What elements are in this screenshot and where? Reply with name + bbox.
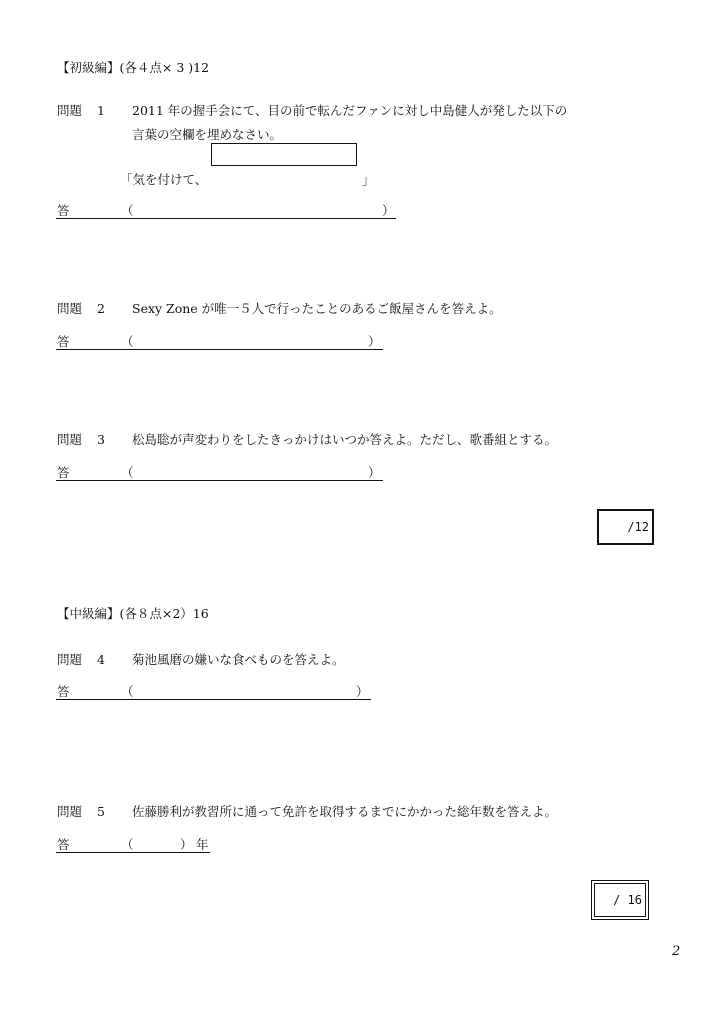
question-text-line2: 言葉の空欄を埋めなさい。 (132, 127, 283, 142)
answer-paren-open: （ (121, 837, 134, 852)
answer-paren-open: （ (121, 465, 134, 480)
question-number: 3 (97, 432, 105, 447)
section-heading-intermediate: 【中級編】(各８点×2）16 (57, 606, 209, 621)
answer-underline (56, 480, 383, 481)
question-number: 1 (97, 103, 105, 118)
answer-paren-close: ） (382, 203, 395, 218)
answer-paren-close: ） (180, 837, 193, 852)
answer-underline (56, 218, 396, 219)
answer-underline (56, 852, 210, 853)
answer-label: 答 (57, 465, 70, 480)
answer-underline (56, 699, 371, 700)
question-text: 2011 年の握手会にて、目の前で転んだファンに対し中島健人が発した以下の (132, 103, 568, 118)
answer-underline (56, 349, 383, 350)
score-text: / 16 (613, 893, 642, 907)
answer-label: 答 (57, 334, 70, 349)
answer-label: 答 (57, 684, 70, 699)
score-text: /12 (627, 520, 649, 534)
answer-label: 答 (57, 837, 70, 852)
score-box-inner (594, 883, 646, 917)
question-text: Sexy Zone が唯一５人で行ったことのあるご飯屋さんを答えよ。 (132, 301, 502, 316)
question-number: 2 (97, 301, 105, 316)
question-number: 4 (97, 652, 105, 667)
question-text: 菊池風磨の嫌いな食べものを答えよ。 (132, 652, 345, 667)
quote-open: 「気を付けて、 (120, 172, 208, 187)
section-heading-beginner: 【初級編】(各４点× 3 )12 (57, 60, 210, 75)
answer-paren-open: （ (121, 334, 134, 349)
question-label: 問題 (57, 804, 83, 819)
fill-in-blank-box (211, 143, 357, 166)
answer-paren-open: （ (121, 684, 134, 699)
question-text: 松島聡が声変わりをしたきっかけはいつか答えよ。ただし、歌番組とする。 (132, 432, 558, 447)
question-label: 問題 (57, 301, 83, 316)
question-label: 問題 (57, 432, 83, 447)
page-number: 2 (672, 944, 681, 959)
answer-label: 答 (57, 203, 70, 218)
answer-paren-open: （ (121, 203, 134, 218)
score-box-beginner (597, 509, 654, 545)
answer-paren-close: ） (356, 684, 369, 699)
question-label: 問題 (57, 103, 83, 118)
question-text: 佐藤勝利が教習所に通って免許を取得するまでにかかった総年数を答えよ。 (132, 804, 558, 819)
question-number: 5 (97, 804, 105, 819)
answer-unit-suffix: 年 (196, 837, 209, 852)
question-label: 問題 (57, 652, 83, 667)
quote-close: 」 (362, 172, 375, 187)
answer-paren-close: ） (368, 465, 381, 480)
score-box-intermediate (591, 880, 649, 920)
answer-paren-close: ） (368, 334, 381, 349)
